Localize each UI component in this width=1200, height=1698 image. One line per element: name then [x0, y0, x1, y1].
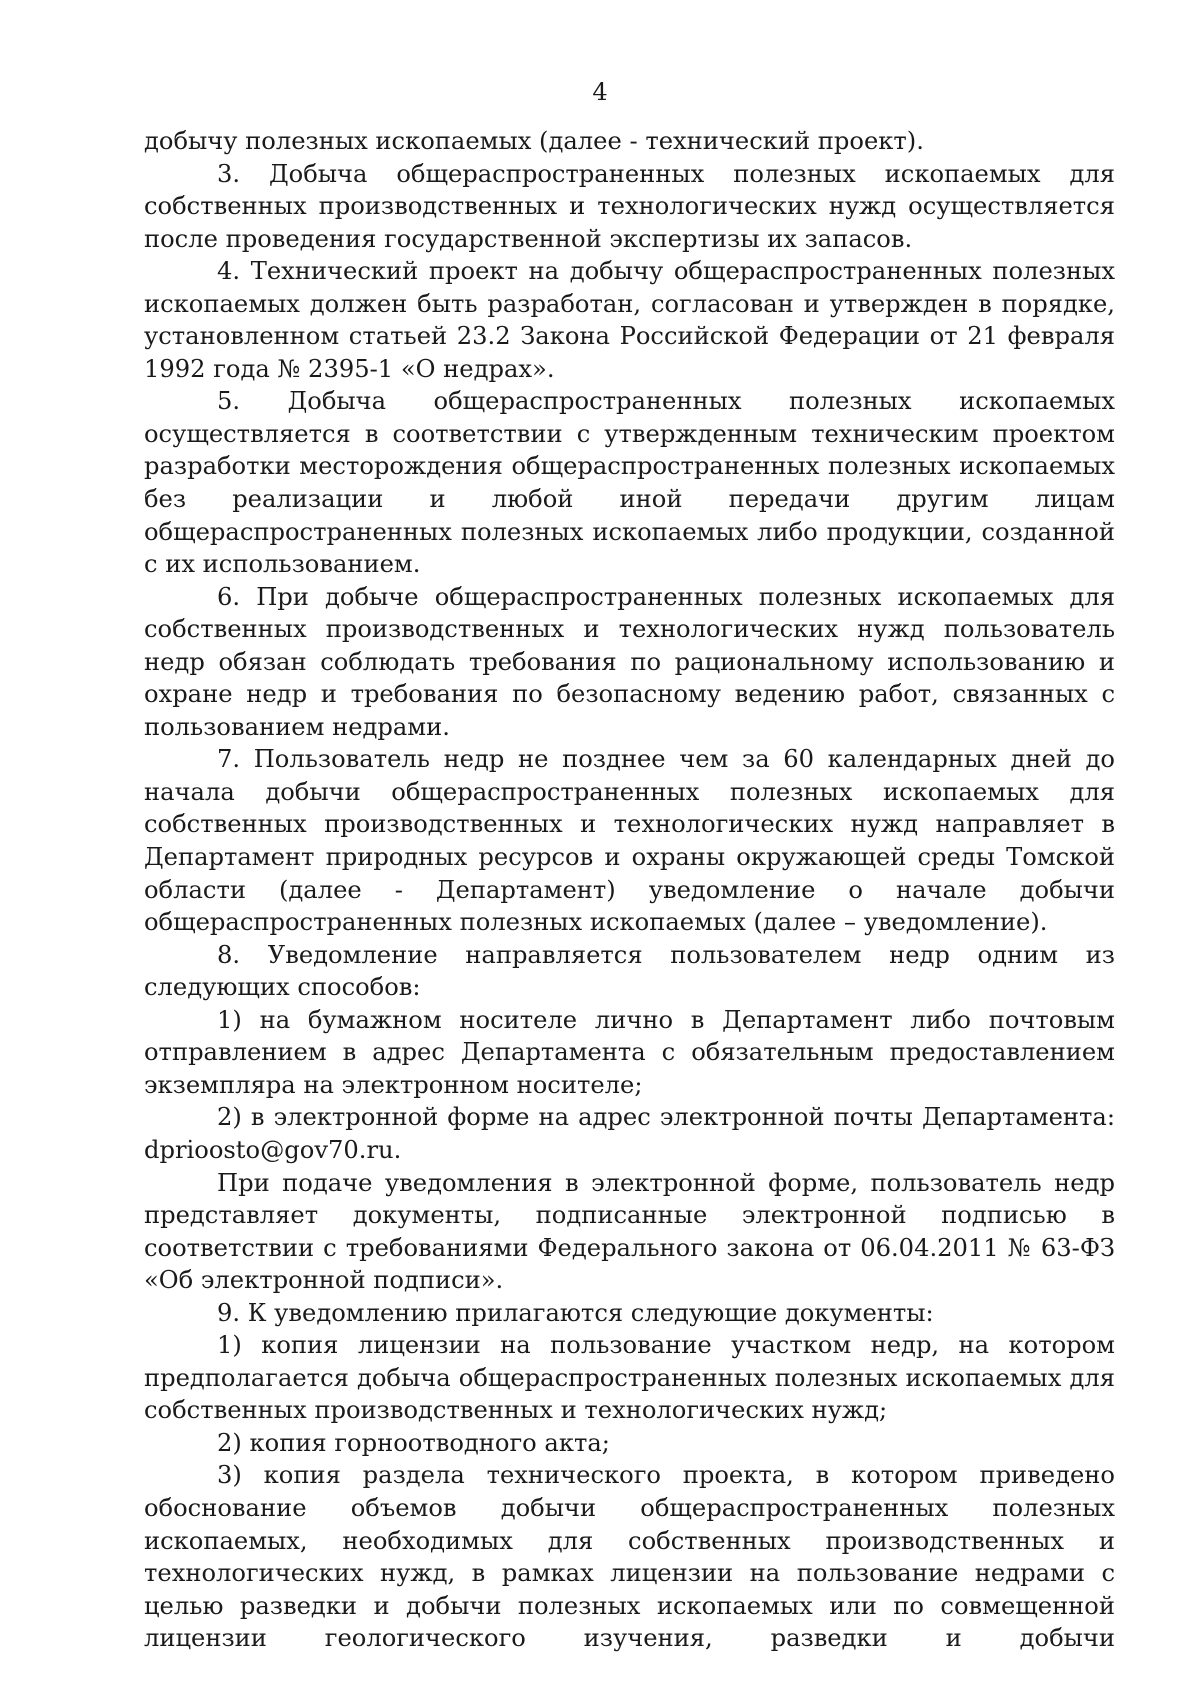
- paragraph-item-9-sub-1: 1) копия лицензии на пользование участком недр, на котором предполагается добыча общераспространенных полезных ископаемых для собственных производственных и технологических нужд;: [144, 1331, 1115, 1425]
- page-number: 4: [592, 78, 608, 106]
- document-body: [144, 125, 1115, 1655]
- paragraph-continuation: добычу полезных ископаемых (далее - технический проект).: [144, 127, 924, 155]
- paragraph-item-9-sub-2: 2) копия горноотводного акта;: [217, 1428, 610, 1457]
- paragraph-item-7: 7. Пользователь недр не позднее чем за 60 календарных дней до начала добычи общераспространенных полезных ископаемых для собственных производственных и технологических нужд направляет в Департамент природных ресурсов и охраны окружающей среды Томской области (далее - Департамент) уведомление о начале добычи общераспространенных полезных ископаемых (далее – уведомление).: [144, 745, 1115, 937]
- paragraph-item-5: 5. Добыча общераспространенных полезных ископаемых осуществляется в соответствии с утвержденным техническим проектом разработки месторождения общераспространенных полезных ископаемых без реализации и любой иной передачи другим лицам общераспространенных полезных ископаемых либо продукции, созданной с их использованием.: [144, 387, 1115, 579]
- paragraph-item-3: 3. Добыча общераспространенных полезных ископаемых для собственных производственных и технологических нужд осуществляется после проведения государственной экспертизы их запасов.: [144, 159, 1115, 253]
- paragraph-item-6: 6. При добыче общераспространенных полезных ископаемых для собственных производственных и технологических нужд пользователь недр обязан соблюдать требования по рациональному использованию и охране недр и требования по безопасному ведению работ, связанных с пользованием недрами.: [144, 582, 1115, 741]
- paragraph-item-8-sub-1: 1) на бумажном носителе лично в Департамент либо почтовым отправлением в адрес Департамента с обязательным предоставлением экземпляра на электронном носителе;: [144, 1005, 1115, 1099]
- paragraph-item-9: 9. К уведомлению прилагаются следующие документы:: [217, 1298, 934, 1327]
- paragraph-electronic-submission: При подаче уведомления в электронной форме, пользователь недр представляет документы, подписанные электронной подписью в соответствии с требованиями Федерального закона от 06.04.2011 № 63-ФЗ «Об электронной подписи».: [144, 1168, 1115, 1295]
- paragraph-item-8-sub-2: 2) в электронной форме на адрес электронной почты Департамента: dprioosto@gov70.ru.: [144, 1103, 1115, 1164]
- paragraph-item-4: 4. Технический проект на добычу общераспространенных полезных ископаемых должен быть разработан, согласован и утвержден в порядке, установленном статьей 23.2 Закона Российской Федерации от 21 февраля 1992 года № 2395-1 «О недрах».: [144, 257, 1115, 383]
- paragraph-item-9-sub-3: 3) копия раздела технического проекта, в котором приведено обоснование объемов добычи общераспространенных полезных ископаемых, необходимых для собственных производственных и технологических нужд, в рамках лицензии на пользование недрами с целью разведки и добычи полезных ископаемых или по совмещенной лицензии геологического изучения, разведки и добычи: [144, 1461, 1115, 1653]
- paragraph-item-8: 8. Уведомление направляется пользователем недр одним из следующих способов:: [144, 940, 1115, 1002]
